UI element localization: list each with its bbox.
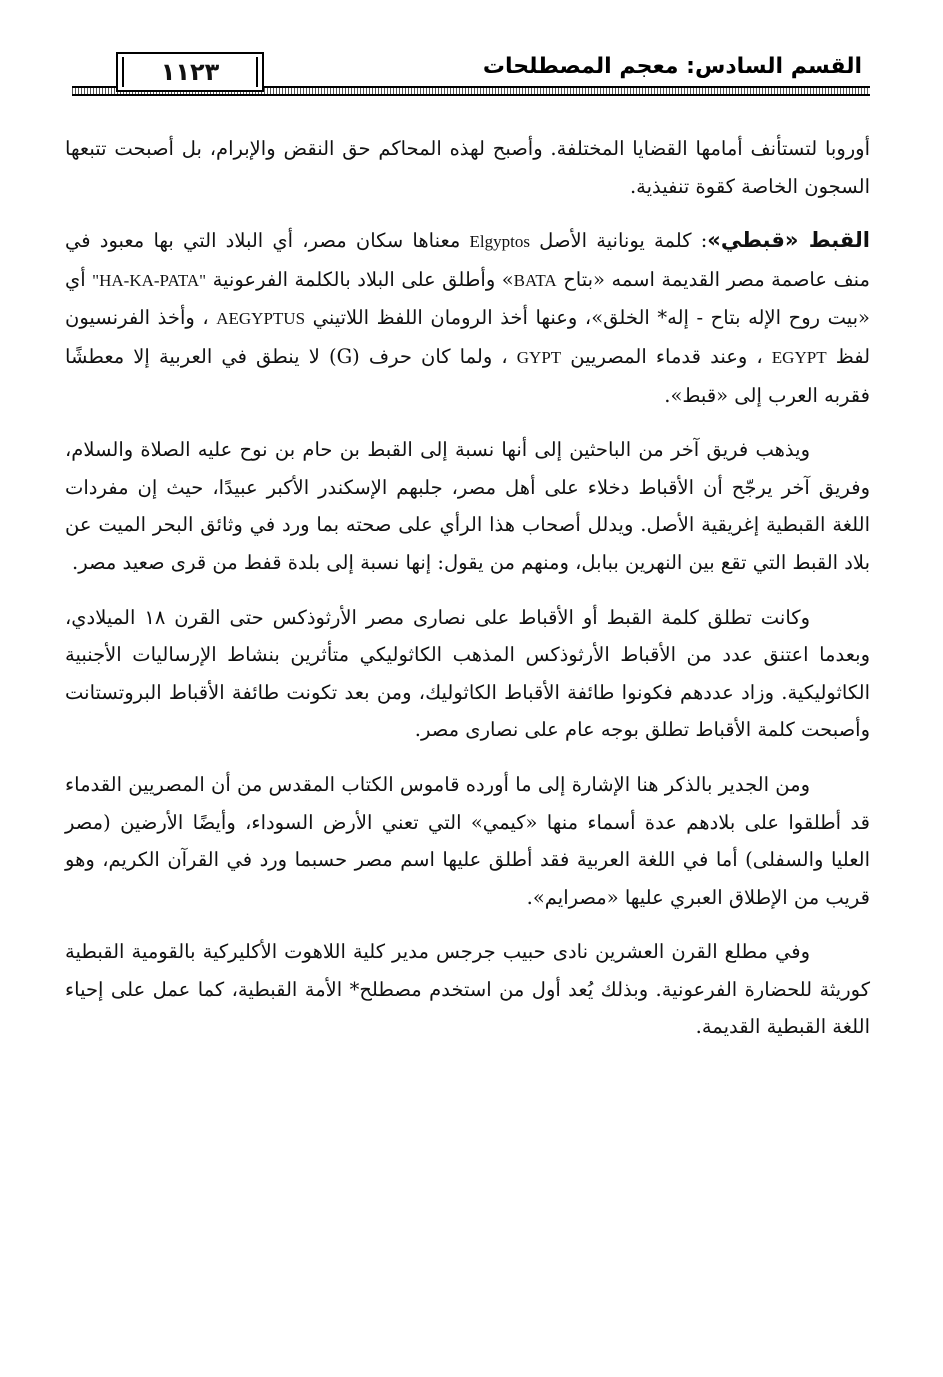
- paragraph-2-text-6: ، وعند قدماء المصريين: [561, 344, 772, 368]
- latin-term-aegyptus: AEGYPTUS: [216, 309, 306, 329]
- latin-term-hakapata: "HA-KA-PATA": [92, 270, 207, 290]
- paragraph-6-text: وفي مطلع القرن العشرين نادى حبيب جرجس مدير كلية اللاهوت الأكليركية بالقومية القبطية كوريثة للحضارة الفرعونية. وبذلك يُعد أول من استخدم مصطلح* الأمة القبطية، كما عمل على إحياء اللغة القبطية القديمة.: [65, 940, 870, 1039]
- entry-term: القبط «قبطي»: [707, 228, 870, 253]
- paragraph-5: [65, 766, 870, 916]
- paragraph-2-text-4: أي «بيت روح الإله بتاح - إله* الخلق»، وعنها أخذ الرومان اللفظ اللاتيني: [65, 267, 870, 330]
- page-number: ١١٢٣: [160, 58, 220, 86]
- paragraph-1: [65, 130, 870, 205]
- paragraph-2-text-5: ، وأخذ الفرنسيون لفظ: [65, 306, 871, 368]
- latin-term-elgyptos: Elgyptos: [469, 232, 530, 252]
- paragraph-3: [65, 431, 870, 581]
- paragraph-6: [65, 933, 870, 1046]
- paragraph-2-text-1: : كلمة يونانية الأصل: [529, 229, 708, 253]
- latin-term-egypt: EGYPT: [771, 347, 827, 367]
- paragraph-2-text-7: ، ولما كان حرف (G) لا ينطق في العربية إلا معطشًا فقربه العرب إلى «قبط».: [65, 344, 870, 407]
- paragraph-2: [65, 222, 870, 414]
- paragraph-2-text-2: معناها سكان مصر، أي البلاد التي بها معبود في منف عاصمة مصر القديمة اسمه «بتاح: [65, 229, 870, 291]
- section-title: القسم السادس: معجم المصطلحات: [482, 54, 862, 79]
- paragraph-3-text: ويذهب فريق آخر من الباحثين إلى أنها نسبة إلى القبط بن حام بن نوح عليه الصلاة والسلام، وفريق آخر يرجّح أن الأقباط دخلاء على أهل مصر، جلبهم الإسكندر الأكبر عبيدًا، حيث إن مفردات اللغة القبطية إغريقية الأصل. ويدلل أصحاب هذا الرأي على صحته بما ورد في وثائق البحر الميت عن بلاد القبط التي تقع بين النهرين ببابل، ومنهم من يقول: إنها نسبة إلى بلدة قفط من قرى صعيد مصر.: [65, 438, 870, 574]
- document-body: [65, 130, 870, 1063]
- paragraph-1-text: أوروبا لتستأنف أمامها القضايا المختلفة. وأصبح لهذه المحاكم حق النقض والإبرام، بل أصبحت تتبعها السجون الخاصة كقوة تنفيذية.: [65, 137, 870, 198]
- paragraph-5-text: ومن الجدير بالذكر هنا الإشارة إلى ما أورده قاموس الكتاب المقدس من أن المصريين القدماء قد أطلقوا على بلادهم عدة أسماء منها «كيمي» التي تعني الأرض السوداء، وأيضًا الأرضين (مصر العليا والسفلى) أما في اللغة العربية فقد أطلق عليها اسم مصر حسبما ورد في القرآن الكريم، وهو قريب من الإطلاق العبري عليها «مصرايم».: [65, 772, 870, 909]
- paragraph-4: [65, 599, 870, 749]
- paragraph-2-text-3: » وأطلق على البلاد بالكلمة الفرعونية: [206, 267, 514, 291]
- latin-term-gypt: GYPT: [516, 347, 562, 367]
- page-header: [72, 52, 870, 96]
- page-number-box: [116, 52, 264, 92]
- paragraph-4-text: وكانت تطلق كلمة القبط أو الأقباط على نصارى مصر الأرثوذكس حتى القرن ١٨ الميلادي، وبعدما اعتنق عدد من الأقباط الأرثوذكس المذهب الكاثوليكي متأثرين بنشاط الإرساليات الأجنبية الكاثوليكية. وزاد عددهم فكونوا طائفة الأقباط الكاثوليك، ومن بعد تكونت طائفة الأقباط البروتستانت وأصبحت كلمة الأقباط تطلق بوجه عام على نصارى مصر.: [65, 605, 870, 742]
- latin-term-bata: BATA: [513, 270, 557, 290]
